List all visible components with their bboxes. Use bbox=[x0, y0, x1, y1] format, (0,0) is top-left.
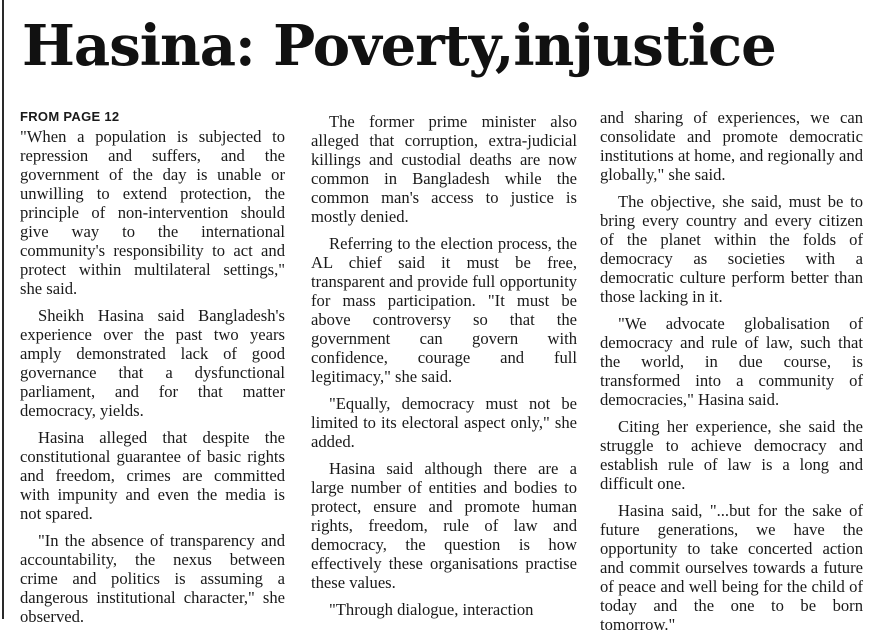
continuation-label: FROM PAGE 12 bbox=[20, 109, 120, 124]
article-column-2 bbox=[311, 112, 577, 627]
paragraph: "Equally, democracy must not be limited to its electoral aspect only," she added. bbox=[311, 394, 577, 451]
paragraph: Hasina said, "...but for the sake of future generations, we have the opportunity to take concerted action and commit ourselves towards a future of peace and well being for the child of today and the one to be born tomorrow." bbox=[600, 501, 863, 634]
paragraph: and sharing of experiences, we can consolidate and promote democratic institutions at home, and regionally and globally," she said. bbox=[600, 108, 863, 184]
paragraph: Citing her experience, she said the struggle to achieve democracy and establish rule of law is a long and difficult one. bbox=[600, 417, 863, 493]
article-headline: Hasina: Poverty,injustice bbox=[22, 13, 776, 79]
paragraph: Hasina alleged that despite the constitutional guarantee of basic rights and freedom, crimes are committed with impunity and even the media is not spared. bbox=[20, 428, 285, 523]
paragraph: Referring to the election process, the AL chief said it must be free, transparent and provide full opportunity for mass participation. "It must be above controversy so that the government can govern with confidence, courage and full legitimacy," she said. bbox=[311, 234, 577, 386]
paragraph: The former prime minister also alleged that corruption, extra-judicial killings and custodial deaths are now common in Bangladesh while the common man's access to justice is mostly denied. bbox=[311, 112, 577, 226]
column-rule bbox=[2, 0, 4, 619]
article-column-3 bbox=[600, 108, 863, 642]
article-column-1 bbox=[20, 108, 285, 634]
paragraph: "Through dialogue, interaction bbox=[329, 600, 534, 619]
paragraph: "We advocate globalisation of democracy and rule of law, such that the world, in due course, is transformed into a community of democracies," Hasina said. bbox=[600, 314, 863, 409]
paragraph: "In the absence of transparency and accountability, the nexus between crime and politics is assuming a dangerous institutional character," she observed. bbox=[20, 531, 285, 626]
paragraph: The objective, she said, must be to bring every country and every citizen of the planet within the folds of democracy as societies with a democratic culture perform better than those lacking in it. bbox=[600, 192, 863, 306]
paragraph: Sheikh Hasina said Bangladesh's experience over the past two years amply demonstrated lack of good governance that a dysfunctional parliament, and for that matter democracy, yields. bbox=[20, 306, 285, 420]
paragraph: Hasina said although there are a large number of entities and bodies to protect, ensure and promote human rights, freedom, rule of law and democracy, the question is how effectively these organisations practise these values. bbox=[311, 459, 577, 592]
paragraph: "When a population is subjected to repression and suffers, and the government of the day is unable or unwilling to extend protection, the principle of non-intervention should give way to the international community's responsibility to act and protect within multilateral settings," she said. bbox=[20, 127, 285, 298]
